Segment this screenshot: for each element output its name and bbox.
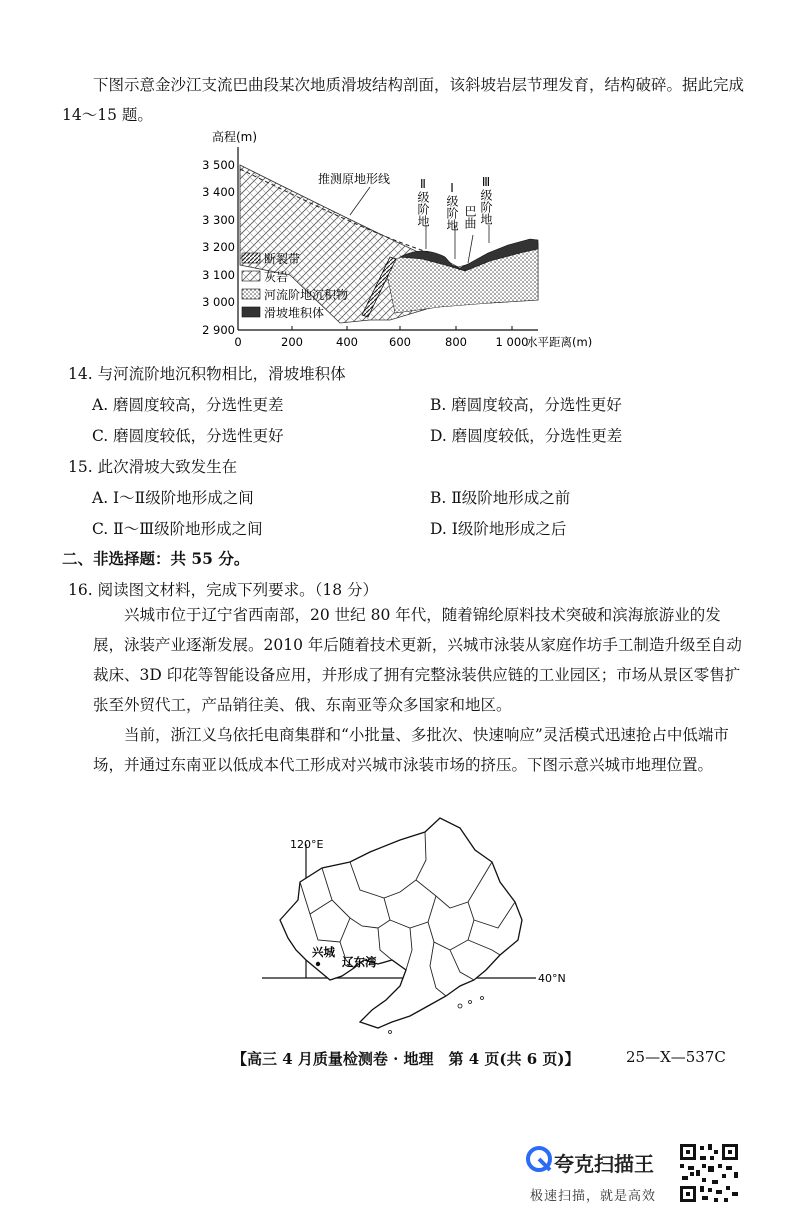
qr-code-icon [678, 1142, 740, 1204]
terrace-3-label: Ⅲ级阶地 [479, 175, 493, 225]
y-tick: 3 200 [202, 240, 235, 254]
q14-option-a: A. 磨圆度较高，分选性更差 [92, 396, 284, 414]
q14-option-c: C. 磨圆度较低，分选性更好 [92, 427, 284, 445]
x-tick: 400 [336, 335, 358, 349]
city-marker [316, 962, 320, 966]
q15-option-d: D. Ⅰ级阶地形成之后 [430, 520, 567, 538]
inferred-terrain-label: 推测原地形线 [318, 172, 391, 186]
q14-option-d: D. 磨圆度较低，分选性更差 [430, 427, 623, 445]
y-tick: 2 900 [202, 323, 235, 337]
river-label: 巴曲 [463, 205, 477, 229]
q15-option-a: A. Ⅰ～Ⅱ级阶地形成之间 [92, 489, 254, 507]
q16-paragraph-2: 当前，浙江义乌依托电商集群和“小批量、多批次、快速响应”灵活模式迅速抢占中低端市场，并通过东南亚以低成本代工形成对兴城市泳装市场的挤压。下图示意兴城市地理位置。 [93, 726, 729, 774]
q16-stem: 16. 阅读图文材料，完成下列要求。（18 分） [68, 581, 378, 599]
q15-option-b: B. Ⅱ级阶地形成之前 [430, 489, 571, 507]
q15-option-c: C. Ⅱ～Ⅲ级阶地形成之间 [92, 520, 263, 538]
longitude-label: 120°E [290, 838, 324, 851]
x-tick: 0 [234, 335, 242, 349]
latitude-label: 40°N [538, 972, 566, 985]
y-axis-label: 高程(m) [212, 130, 258, 144]
section-heading: 二、非选择题：共 55 分。 [62, 549, 250, 568]
landslide-profile-figure [190, 125, 620, 355]
legend-label: 河流阶地沉积物 [264, 288, 349, 302]
bay-label: 辽东湾 [342, 955, 377, 969]
terrace-1-label: Ⅰ级阶地 [445, 181, 459, 231]
y-tick: 3 500 [202, 158, 235, 172]
paper-code: 25—X—537C [626, 1048, 726, 1066]
x-tick: 1 000 [495, 335, 529, 349]
scanner-slogan: 极速扫描，就是高效 [530, 1189, 657, 1204]
page-footer: 【高三 4 月质量检测卷 · 地理 第 4 页(共 6 页)】 [232, 1050, 580, 1068]
x-tick: 200 [281, 335, 303, 349]
legend-label: 滑坡堆积体 [264, 306, 325, 320]
q16-paragraph-1: 兴城市位于辽宁省西南部，20 世纪 80 年代，随着锦纶原料技术突破和滨海旅游业的发展，泳装产业逐渐发展。2010 年后随着技术更新，兴城市泳装从家庭作坊手工制造升级至自动裁床、3D 印花等智能设备应用，并形成了拥有完整泳装供应链的工业园区；市场从景区零售扩张至外贸代工，产品销往美、俄、东南亚等众多国家和地区。 [93, 606, 742, 714]
y-tick: 3 000 [202, 295, 235, 309]
y-tick: 3 400 [202, 185, 235, 199]
q15-stem: 15. 此次滑坡大致发生在 [68, 458, 238, 476]
intro-text: 下图示意金沙江支流巴曲段某次地质滑坡结构剖面，该斜坡岩层节理发育，结构破碎。据此完成 14～15 题。 [62, 76, 745, 124]
legend-label: 断裂带 [264, 252, 301, 266]
x-tick: 600 [389, 335, 411, 349]
terrace-2-label: Ⅱ级阶地 [416, 177, 430, 227]
scanner-brand: 夸克扫描王 [554, 1152, 654, 1176]
x-tick: 800 [445, 335, 467, 349]
y-tick: 3 100 [202, 268, 235, 282]
legend-label: 灰岩 [264, 270, 289, 284]
x-axis-label: 水平距离(m) [526, 335, 593, 349]
scanner-logo-icon [526, 1146, 552, 1172]
q14-option-b: B. 磨圆度较高，分选性更好 [430, 396, 622, 414]
city-label: 兴城 [312, 945, 335, 959]
q14-stem: 14. 与河流阶地沉积物相比，滑坡堆积体 [68, 365, 346, 383]
y-tick: 3 300 [202, 213, 235, 227]
location-map [260, 810, 580, 1040]
